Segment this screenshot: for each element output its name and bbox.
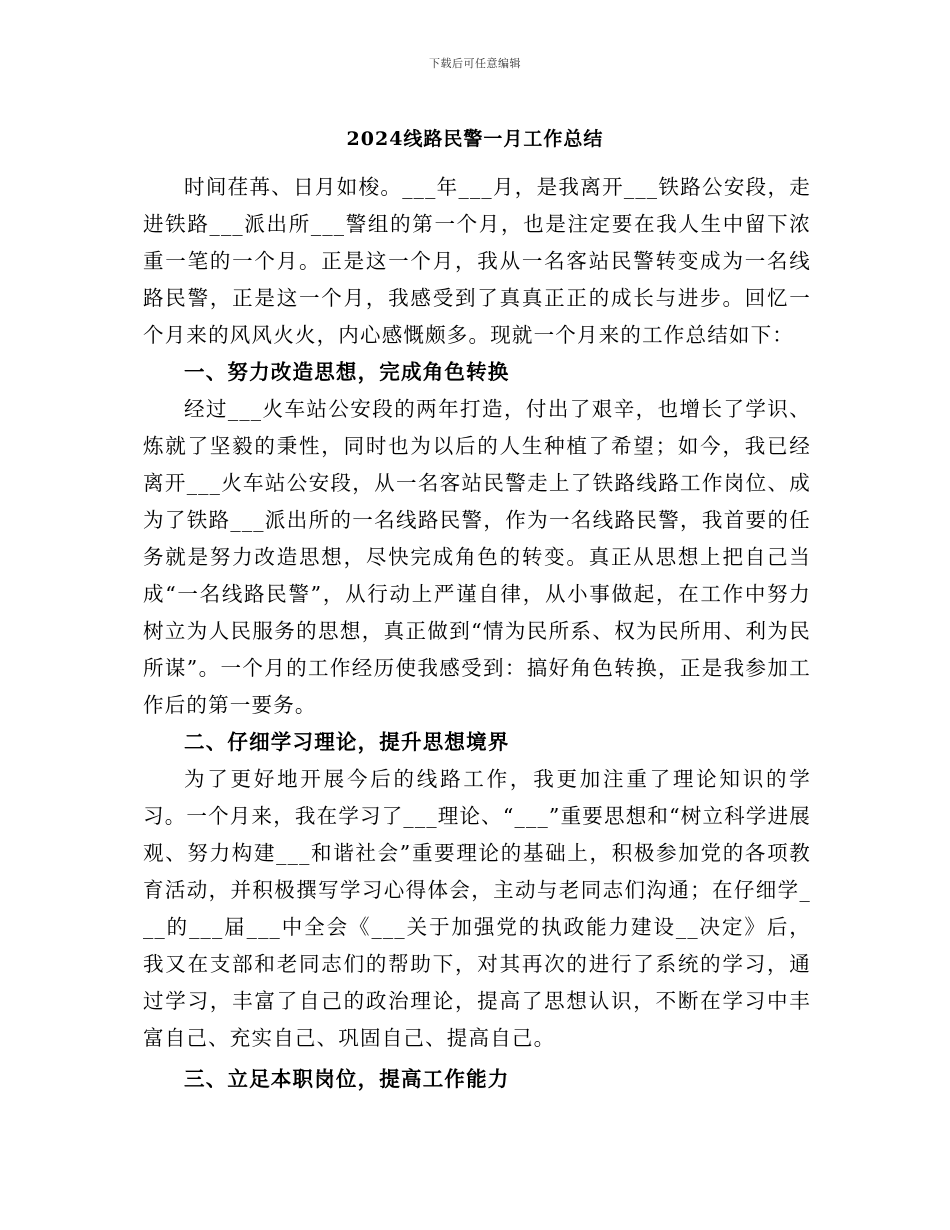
page-header-note: 下载后可任意编辑 [429, 57, 521, 70]
section-paragraph-2: 为了更好地开展今后的线路工作，我更加注重了理论知识的学习。一个月来，我在学习了___理论、“___”重要思想和“树立科学进展观、努力构建___和谐社会”重要理论的基础上，积极参加党的各项教育活动，并积极撰写学习心得体会，主动与老同志们沟通；在仔细学___的___届___中全会《___关于加强党的执政能力建设__决定》后，我又在支部和老同志们的帮助下，对其再次的进行了系统的学习，通过学习，丰富了自己的政治理论，提高了思想认识，不断在学习中丰富自己、充实自己、巩固自己、提高自己。 [143, 767, 811, 1050]
section-heading-2: 二、仔细学习理论，提升思想境界 [184, 730, 510, 754]
document-body [143, 169, 811, 1098]
document-title: 2024线路民警一月工作总结 [346, 128, 604, 150]
section-paragraph-1: 经过___火车站公安段的两年打造，付出了艰辛，也增长了学识、炼就了坚毅的秉性，同时也为以后的人生种植了希望；如今，我已经离开___火车站公安段，从一名客站民警走上了铁路线路工作岗位、成为了铁路___派出所的一名线路民警，作为一名线路民警，我首要的任务就是努力改造思想，尽快完成角色的转变。真正从思想上把自己当成“一名线路民警”，从行动上严谨自律，从小事做起，在工作中努力树立为人民服务的思想，真正做到“情为民所系、权为民所用、利为民所谋”。一个月的工作经历使我感受到：搞好角色转换，正是我参加工作后的第一要务。 [143, 397, 811, 717]
section-heading-3: 三、立足本职岗位，提高工作能力 [184, 1067, 510, 1091]
section-heading-1: 一、努力改造思想，完成角色转换 [184, 360, 510, 384]
intro-paragraph: 时间荏苒、日月如梭。___年___月，是我离开___铁路公安段，走进铁路___派出所___警组的第一个月，也是注定要在我人生中留下浓重一笔的一个月。正是这一个月，我从一名客站民警转变成为一名线路民警，正是这一个月，我感受到了真真正正的成长与进步。回忆一个月来的风风火火，内心感慨颇多。现就一个月来的工作总结如下： [143, 175, 811, 347]
